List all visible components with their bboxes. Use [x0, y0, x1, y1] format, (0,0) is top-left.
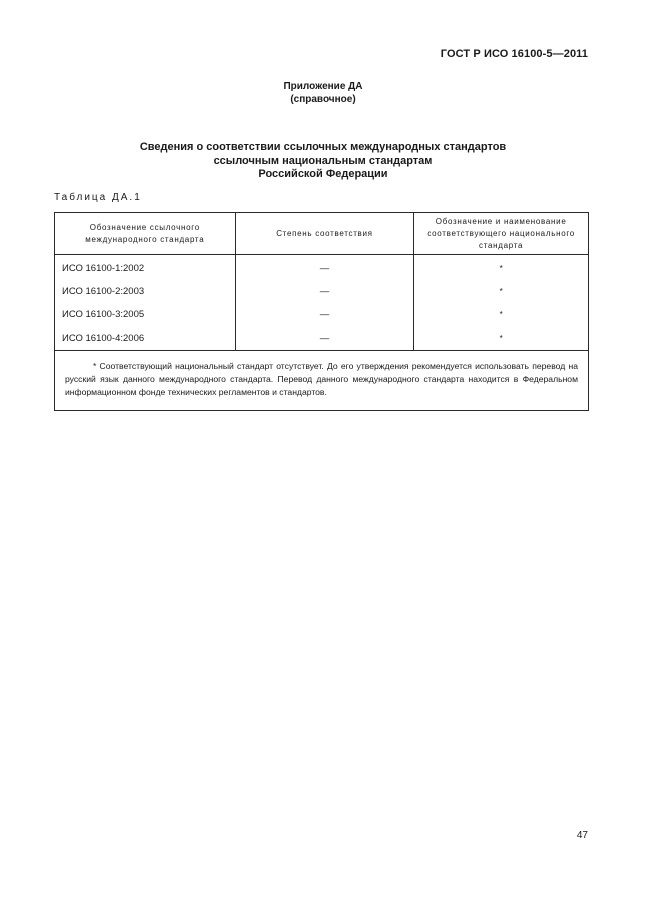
correspondence-table	[54, 212, 589, 411]
cell-national-standard: *	[414, 303, 589, 326]
column-header-degree-of-correspondence: Степень соответствия	[235, 213, 414, 255]
annex-title-block	[0, 80, 646, 106]
table-row	[55, 303, 589, 326]
cell-degree: —	[235, 303, 414, 326]
cell-national-standard: *	[414, 255, 589, 281]
table-header-row	[55, 213, 589, 255]
cell-national-standard: *	[414, 326, 589, 351]
section-heading	[0, 141, 646, 182]
cell-international-standard: ИСО 16100-3:2005	[55, 303, 236, 326]
table-footnote: * Соответствующий национальный стандарт отсутствует. До его утверждения рекомендуется использовать перевод на русский язык данного международного стандарта. Перевод данного международного стандарта находится в Федеральном информационном фонде технических регламентов и стандартов.	[55, 351, 589, 411]
document-code: ГОСТ Р ИСО 16100-5—2011	[440, 48, 588, 60]
heading-line-1: Сведения о соответствии ссылочных международных стандартов	[139, 141, 507, 153]
cell-degree: —	[235, 280, 414, 303]
cell-international-standard: ИСО 16100-4:2006	[55, 326, 236, 351]
page-number: 47	[576, 830, 588, 841]
heading-line-2: ссылочным национальным стандартам	[213, 154, 433, 167]
cell-degree: —	[235, 255, 414, 281]
annex-status: (справочное)	[290, 94, 356, 105]
table-footnote-row	[55, 351, 589, 411]
cell-international-standard: ИСО 16100-1:2002	[55, 255, 236, 281]
table-row	[55, 255, 589, 281]
heading-line-3: Российской Федерации	[258, 168, 388, 180]
cell-national-standard: *	[414, 280, 589, 303]
annex-title: Приложение ДА	[283, 81, 363, 92]
table-caption: Таблица ДА.1	[54, 192, 142, 203]
cell-international-standard: ИСО 16100-2:2003	[55, 280, 236, 303]
table-row	[55, 326, 589, 351]
cell-degree: —	[235, 326, 414, 351]
column-header-international-standard: Обозначение ссылочного международного стандарта	[55, 213, 236, 255]
table-row	[55, 280, 589, 303]
column-header-national-standard: Обозначение и наименование соответствующего национального стандарта	[414, 213, 589, 255]
